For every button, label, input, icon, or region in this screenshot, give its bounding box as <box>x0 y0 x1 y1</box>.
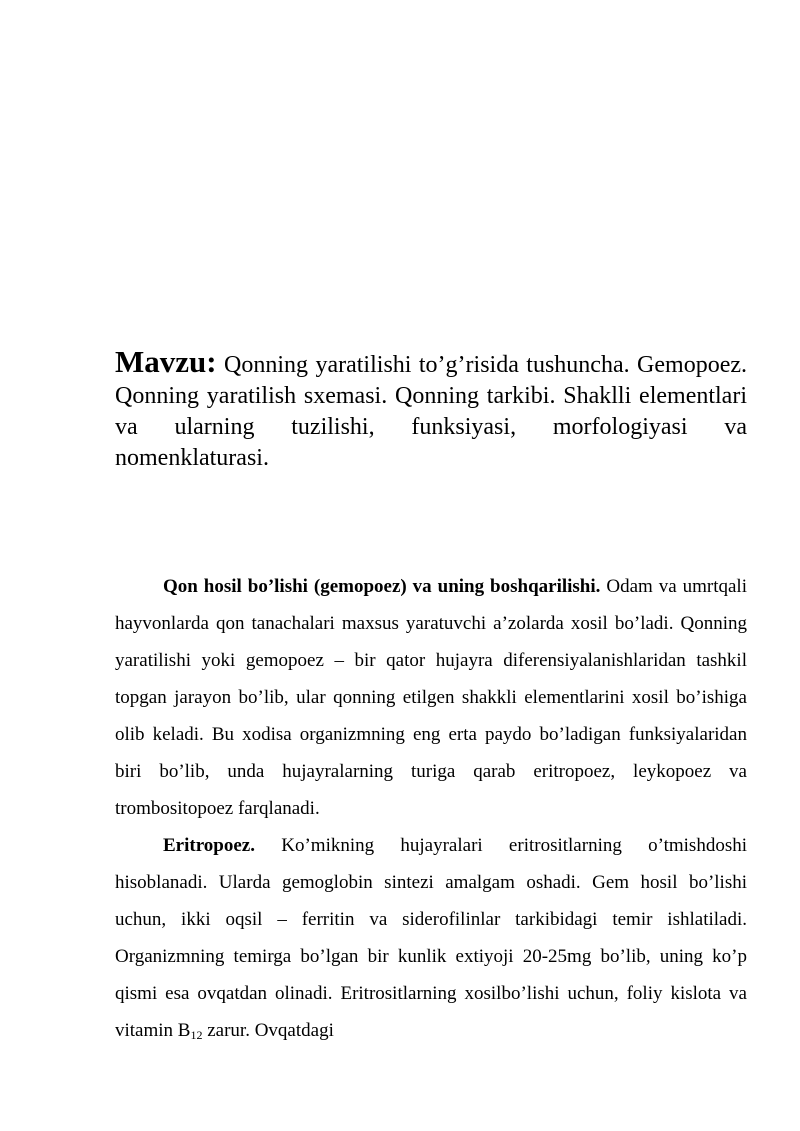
paragraph-gemopoez <box>115 568 747 827</box>
vitamin-subscript: 12 <box>190 1028 203 1042</box>
topic-text: Qonning yaratilishi to’g’risida tushuncha. Gemopoez. Qonning yaratilish sxemasi. Qonning tarkibi. Shaklli elementlari va ularning tuzilishi, funksiyasi, morfologiyasi va nomenklaturasi. <box>115 352 747 471</box>
topic-label: Mavzu: <box>115 344 217 379</box>
paragraph-text-eritropoez: Ko’mikning hujayralari eritrositlarning o’tmishdoshi hisoblanadi. Ularda gemoglobin sintezi amalgam oshadi. Gem hosil bo’lishi uchun, ikki oqsil – ferritin va siderofilinlar tarkibidagi temir ishlatiladi. Organizmning temirga bo’lgan bir kunlik extiyoji 20-25mg bo’lib, uning ko’p qismi esa ovqatdan olinadi. Eritrositlarning xosilbo’lishi uchun, foliy kislota va vitamin B <box>115 835 747 1041</box>
paragraph-text-gemopoez: Odam va umrtqali hayvonlarda qon tanachalari maxsus yaratuvchi a’zolarda xosil bo’ladi. Qonning yaratilishi yoki gemopoez – bir qator hujayra diferensiyalanishlaridan tashkil topgan jarayon bo’lib, ular qonning etilgen shakkli elementlarini xosil bo’ishiga olib keladi. Bu xodisa organizmning eng erta paydo bo’ladigan funksiyalaridan biri bo’lib, unda hujayralarning turiga qarab eritropoez, leykopoez va trombositopoez farqlanadi. <box>115 576 747 819</box>
paragraph-heading-gemopoez: Qon hosil bo’lishi (gemopoez) va uning boshqarilishi. <box>163 576 601 597</box>
body-text <box>115 568 747 1049</box>
paragraph-tail-eritropoez: zarur. Ovqatdagi <box>202 1020 334 1041</box>
paragraph-eritropoez <box>115 827 747 1049</box>
paragraph-heading-eritropoez: Eritropoez. <box>163 835 255 856</box>
topic-block <box>115 346 747 474</box>
